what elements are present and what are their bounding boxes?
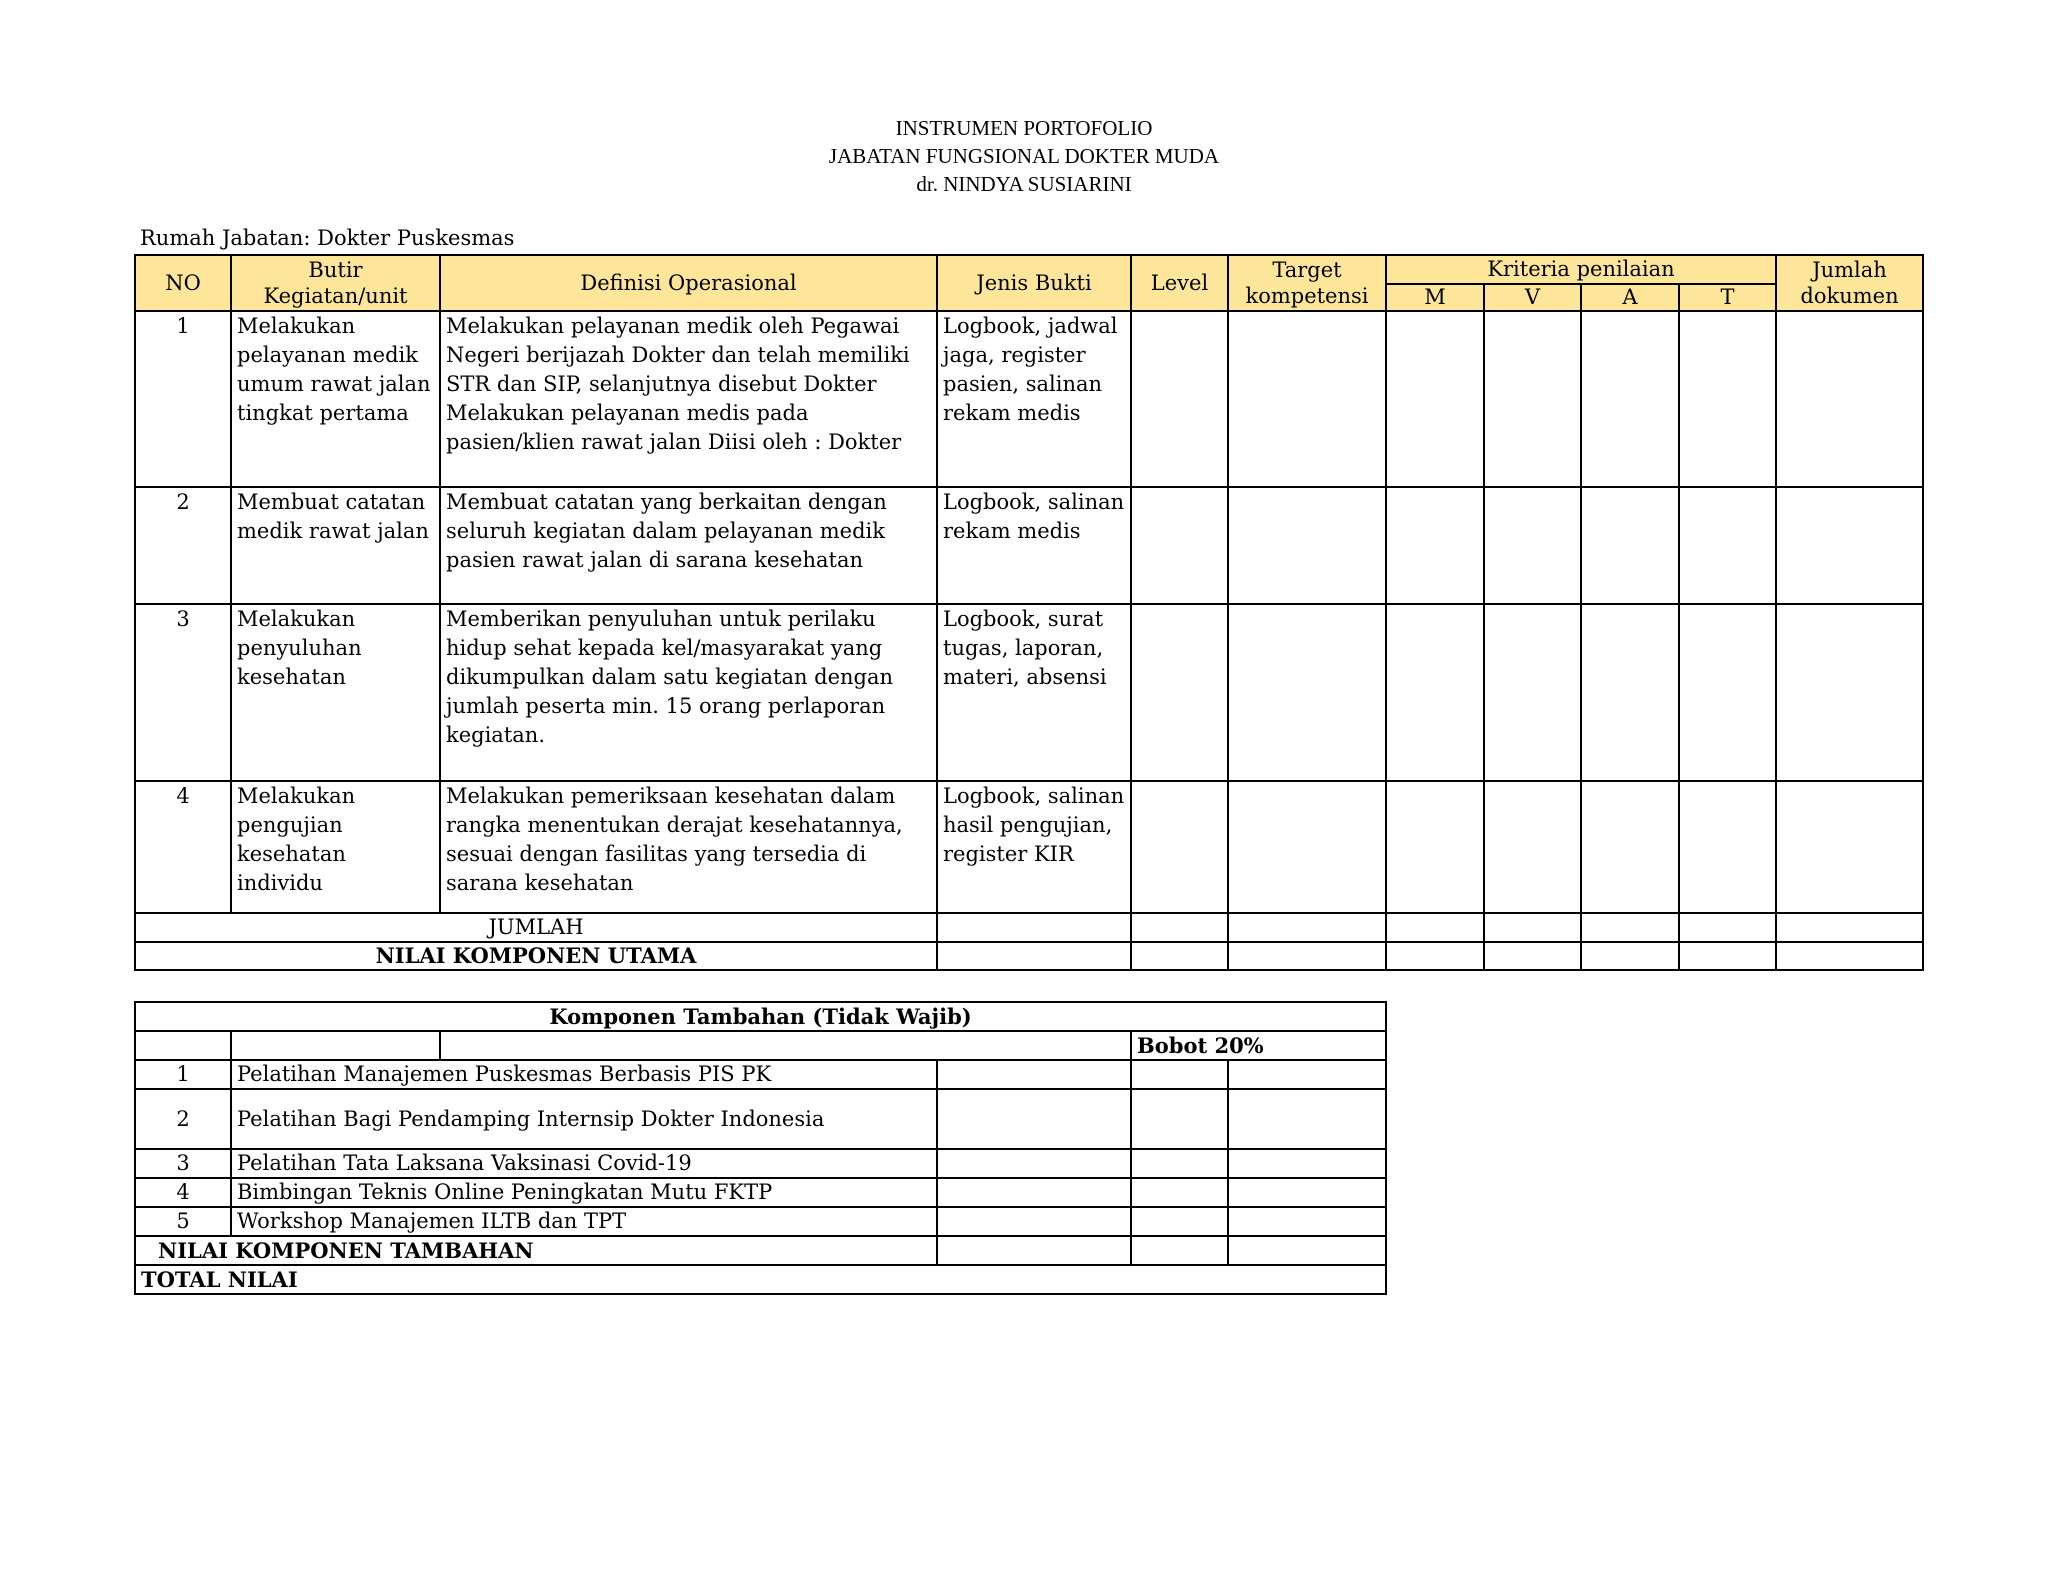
col-kriteria: Kriteria penilaian bbox=[1386, 255, 1776, 284]
row-no: 4 bbox=[135, 781, 231, 913]
extra-no: 5 bbox=[135, 1207, 231, 1236]
table-row bbox=[135, 781, 1923, 913]
cell-jumlah[interactable] bbox=[1776, 487, 1923, 604]
doc-person: dr. NINDYA SUSIARINI bbox=[916, 172, 1132, 196]
row-butir: Melakukan pelayanan medik umum rawat jalan tingkat pertama bbox=[231, 311, 440, 487]
cell-v[interactable] bbox=[1484, 913, 1581, 942]
rumah-jabatan: Rumah Jabatan: Dokter Puskesmas bbox=[140, 226, 515, 250]
extra-cell[interactable] bbox=[1228, 1236, 1386, 1265]
row-definisi: Melakukan pelayanan medik oleh Pegawai Negeri berijazah Dokter dan telah memiliki STR dan SIP, selanjutnya disebut Dokter Melakukan pelayanan medis pada pasien/klien rawat jalan Diisi oleh : Dokter bbox=[440, 311, 937, 487]
extra-cell[interactable] bbox=[1228, 1178, 1386, 1207]
col-level: Level bbox=[1131, 255, 1228, 311]
extra-no: 2 bbox=[135, 1089, 231, 1149]
total-nilai-label: TOTAL NILAI bbox=[135, 1265, 1386, 1294]
extra-title: Komponen Tambahan (Tidak Wajib) bbox=[135, 1002, 1386, 1031]
col-target: Target kompetensi bbox=[1228, 255, 1386, 311]
extra-cell[interactable] bbox=[937, 1178, 1131, 1207]
table-row bbox=[135, 604, 1923, 781]
extra-cell[interactable] bbox=[1131, 1207, 1228, 1236]
col-a: A bbox=[1581, 284, 1679, 311]
cell-v[interactable] bbox=[1484, 487, 1581, 604]
cell-jumlah[interactable] bbox=[1776, 604, 1923, 781]
row-jenis: Logbook, surat tugas, laporan, materi, absensi bbox=[937, 604, 1131, 781]
extra-cell[interactable] bbox=[1228, 1149, 1386, 1178]
col-jumlah: Jumlah dokumen bbox=[1776, 255, 1923, 311]
extra-cell[interactable] bbox=[1131, 1149, 1228, 1178]
row-butir: Melakukan penyuluhan kesehatan bbox=[231, 604, 440, 781]
cell-level[interactable] bbox=[1131, 311, 1228, 487]
cell-jumlah[interactable] bbox=[1776, 311, 1923, 487]
row-no: 2 bbox=[135, 487, 231, 604]
row-definisi: Melakukan pemeriksaan kesehatan dalam rangka menentukan derajat kesehatannya, sesuai dengan fasilitas yang tersedia di sarana kesehatan bbox=[440, 781, 937, 913]
cell-jenis[interactable] bbox=[937, 942, 1131, 970]
cell-m[interactable] bbox=[1386, 487, 1484, 604]
cell-m[interactable] bbox=[1386, 604, 1484, 781]
extra-no: 4 bbox=[135, 1178, 231, 1207]
cell-level[interactable] bbox=[1131, 781, 1228, 913]
cell-target[interactable] bbox=[1228, 311, 1386, 487]
cell-a[interactable] bbox=[1581, 311, 1679, 487]
cell-target[interactable] bbox=[1228, 942, 1386, 970]
list-item bbox=[135, 1178, 1386, 1207]
extra-text: Workshop Manajemen ILTB dan TPT bbox=[231, 1207, 937, 1236]
row-jenis: Logbook, jadwal jaga, register pasien, salinan rekam medis bbox=[937, 311, 1131, 487]
cell-t[interactable] bbox=[1679, 487, 1776, 604]
cell-a[interactable] bbox=[1581, 487, 1679, 604]
cell-a[interactable] bbox=[1581, 942, 1679, 970]
cell-target[interactable] bbox=[1228, 487, 1386, 604]
extra-cell[interactable] bbox=[1131, 1178, 1228, 1207]
cell-m[interactable] bbox=[1386, 781, 1484, 913]
list-item bbox=[135, 1207, 1386, 1236]
jumlah-row bbox=[135, 913, 1923, 942]
cell-t[interactable] bbox=[1679, 781, 1776, 913]
extra-cell[interactable] bbox=[937, 1060, 1131, 1089]
row-definisi: Membuat catatan yang berkaitan dengan seluruh kegiatan dalam pelayanan medik pasien rawat jalan di sarana kesehatan bbox=[440, 487, 937, 604]
extra-text: Bimbingan Teknis Online Peningkatan Mutu FKTP bbox=[231, 1178, 937, 1207]
cell-jumlah[interactable] bbox=[1776, 942, 1923, 970]
col-jenis: Jenis Bukti bbox=[937, 255, 1131, 311]
list-item bbox=[135, 1089, 1386, 1149]
extra-cell[interactable] bbox=[1131, 1089, 1228, 1149]
extra-no: 3 bbox=[135, 1149, 231, 1178]
row-no: 3 bbox=[135, 604, 231, 781]
extra-cell[interactable] bbox=[1131, 1236, 1228, 1265]
col-m: M bbox=[1386, 284, 1484, 311]
doc-title: INSTRUMEN PORTOFOLIO bbox=[895, 116, 1153, 140]
extra-cell[interactable] bbox=[937, 1089, 1131, 1149]
extra-cell[interactable] bbox=[1228, 1207, 1386, 1236]
list-item bbox=[135, 1060, 1386, 1089]
row-jenis: Logbook, salinan hasil pengujian, register KIR bbox=[937, 781, 1131, 913]
cell-v[interactable] bbox=[1484, 781, 1581, 913]
doc-subtitle: JABATAN FUNGSIONAL DOKTER MUDA bbox=[828, 144, 1220, 168]
list-item bbox=[135, 1149, 1386, 1178]
col-no: NO bbox=[135, 255, 231, 311]
table-row bbox=[135, 311, 1923, 487]
row-no: 1 bbox=[135, 311, 231, 487]
extra-cell[interactable] bbox=[937, 1149, 1131, 1178]
cell-v[interactable] bbox=[1484, 311, 1581, 487]
cell-a[interactable] bbox=[1581, 604, 1679, 781]
cell-t[interactable] bbox=[1679, 942, 1776, 970]
row-butir: Membuat catatan medik rawat jalan bbox=[231, 487, 440, 604]
extra-blank bbox=[231, 1031, 440, 1060]
cell-a[interactable] bbox=[1581, 913, 1679, 942]
nilai-utama-label: NILAI KOMPONEN UTAMA bbox=[135, 942, 937, 970]
extra-cell[interactable] bbox=[1228, 1060, 1386, 1089]
cell-jumlah[interactable] bbox=[1776, 781, 1923, 913]
cell-t[interactable] bbox=[1679, 604, 1776, 781]
cell-target[interactable] bbox=[1228, 913, 1386, 942]
nilai-tambahan-label: NILAI KOMPONEN TAMBAHAN bbox=[135, 1236, 937, 1265]
cell-target[interactable] bbox=[1228, 604, 1386, 781]
col-definisi: Definisi Operasional bbox=[440, 255, 937, 311]
cell-level[interactable] bbox=[1131, 942, 1228, 970]
extra-cell[interactable] bbox=[937, 1207, 1131, 1236]
col-t: T bbox=[1679, 284, 1776, 311]
cell-jenis[interactable] bbox=[937, 913, 1131, 942]
cell-t[interactable] bbox=[1679, 311, 1776, 487]
cell-target[interactable] bbox=[1228, 781, 1386, 913]
cell-jumlah[interactable] bbox=[1776, 913, 1923, 942]
cell-a[interactable] bbox=[1581, 781, 1679, 913]
cell-level[interactable] bbox=[1131, 913, 1228, 942]
col-v: V bbox=[1484, 284, 1581, 311]
extra-cell[interactable] bbox=[1228, 1089, 1386, 1149]
cell-m[interactable] bbox=[1386, 913, 1484, 942]
cell-m[interactable] bbox=[1386, 311, 1484, 487]
extra-cell[interactable] bbox=[937, 1236, 1131, 1265]
extra-blank bbox=[440, 1031, 1131, 1060]
extra-cell[interactable] bbox=[1131, 1060, 1228, 1089]
extra-text: Pelatihan Manajemen Puskesmas Berbasis PIS PK bbox=[231, 1060, 937, 1089]
bobot-label: Bobot 20% bbox=[1131, 1031, 1386, 1060]
cell-level[interactable] bbox=[1131, 487, 1228, 604]
cell-v[interactable] bbox=[1484, 942, 1581, 970]
nilai-utama-row bbox=[135, 942, 1923, 970]
jumlah-label: JUMLAH bbox=[135, 913, 937, 942]
extra-table bbox=[134, 1001, 1387, 1295]
main-table bbox=[134, 254, 1924, 971]
cell-v[interactable] bbox=[1484, 604, 1581, 781]
extra-text: Pelatihan Bagi Pendamping Internsip Dokter Indonesia bbox=[231, 1089, 937, 1149]
cell-m[interactable] bbox=[1386, 942, 1484, 970]
cell-t[interactable] bbox=[1679, 913, 1776, 942]
row-definisi: Memberikan penyuluhan untuk perilaku hidup sehat kepada kel/masyarakat yang dikumpulkan dalam satu kegiatan dengan jumlah peserta min. 15 orang perlaporan kegiatan. bbox=[440, 604, 937, 781]
row-butir: Melakukan pengujian kesehatan individu bbox=[231, 781, 440, 913]
col-butir: Butir Kegiatan/unit bbox=[231, 255, 440, 311]
extra-no: 1 bbox=[135, 1060, 231, 1089]
extra-blank bbox=[135, 1031, 231, 1060]
cell-level[interactable] bbox=[1131, 604, 1228, 781]
row-jenis: Logbook, salinan rekam medis bbox=[937, 487, 1131, 604]
table-row bbox=[135, 487, 1923, 604]
extra-text: Pelatihan Tata Laksana Vaksinasi Covid-19 bbox=[231, 1149, 937, 1178]
